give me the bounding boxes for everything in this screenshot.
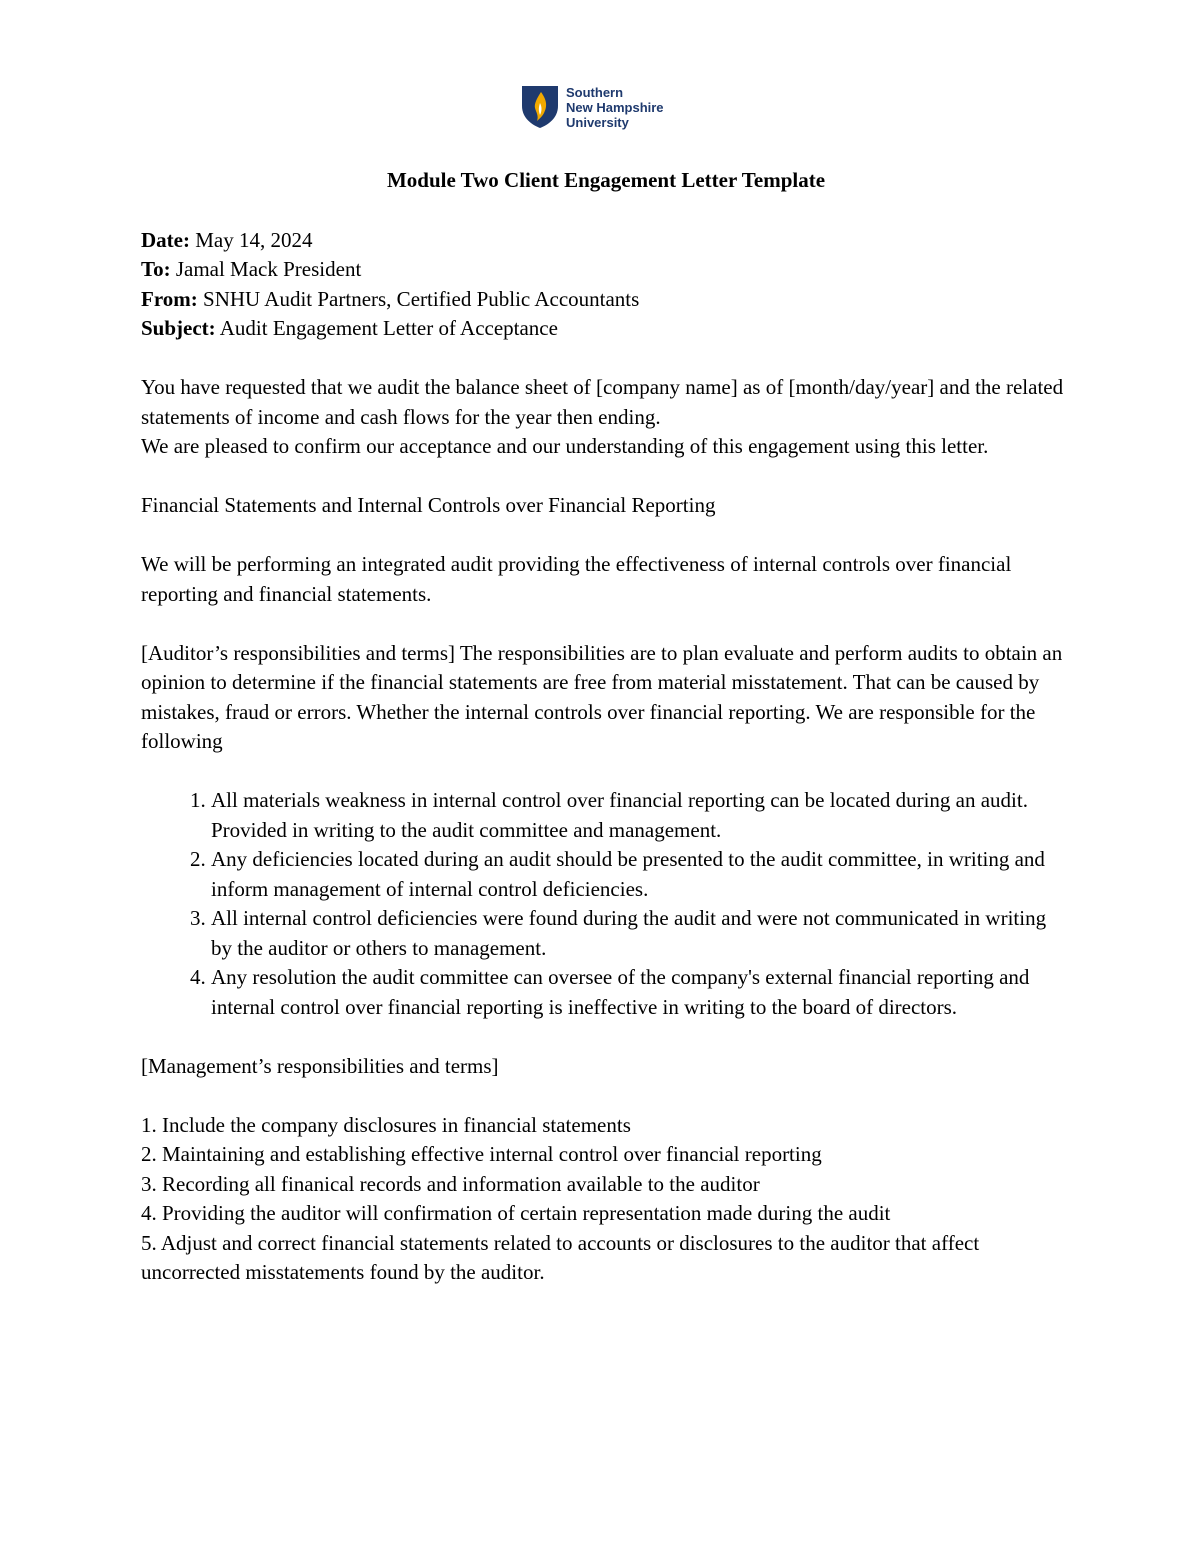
logo-line-2: New Hampshire: [566, 99, 664, 115]
shield-flame-icon: [520, 84, 560, 130]
list-item: 4. Providing the auditor will confirmation of certain representation made during the audit: [141, 1201, 891, 1225]
from-line: [141, 285, 1071, 315]
subject-label: Subject:: [141, 316, 216, 340]
management-responsibilities-list: [141, 1111, 1071, 1288]
document-title: Module Two Client Engagement Letter Template: [386, 168, 826, 192]
list-item: 2. Any deficiencies located during an audit should be presented to the audit committee, in writing and inform management of internal control deficiencies.: [211, 845, 1071, 904]
date-label: Date:: [141, 227, 190, 252]
date-line: [141, 226, 1071, 256]
date-value: May 14, 2024: [189, 227, 313, 252]
intro-paragraph: You have requested that we audit the balance sheet of [company name] as of [month/day/year] and the related statements of income and cash flows for the year then ending.: [141, 375, 1064, 429]
management-heading: [Management’s responsibilities and terms]: [141, 1053, 499, 1078]
acceptance-paragraph: We are pleased to confirm our acceptance and our understanding of this engagement using this letter.: [141, 434, 989, 458]
subject-value: Audit Engagement Letter of Acceptance: [215, 316, 558, 340]
university-logo: [520, 84, 664, 130]
university-name: [566, 85, 664, 130]
list-item: 2. Maintaining and establishing effective internal control over financial reporting: [141, 1142, 822, 1166]
to-label: To:: [141, 257, 171, 281]
section-heading: Financial Statements and Internal Controls over Financial Reporting: [141, 493, 716, 517]
logo-line-3: University: [566, 114, 629, 130]
letter-body: [141, 164, 1071, 1288]
to-value: Jamal Mack President: [170, 257, 362, 281]
from-label: From:: [141, 286, 198, 311]
to-line: [141, 255, 1071, 285]
list-item: 1. All materials weakness in internal control over financial reporting can be located during an audit. Provided in writing to the audit committee and management.: [211, 786, 1071, 845]
list-item: 4. Any resolution the audit committee can oversee of the company's external financial reporting and internal control over financial reporting is ineffective in writing to the board of directors.: [211, 963, 1071, 1022]
auditor-responsibilities-list: [141, 786, 1071, 1022]
from-value: SNHU Audit Partners, Certified Public Accountants: [197, 286, 640, 311]
list-item: 5. Adjust and correct financial statements related to accounts or disclosures to the auditor that affect uncorrected misstatements found by the auditor.: [141, 1230, 980, 1284]
integrated-audit-paragraph: We will be performing an integrated audit providing the effectiveness of internal controls over financial reporting and financial statements.: [141, 552, 1012, 606]
logo-line-1: Southern: [566, 84, 624, 100]
auditor-responsibilities-paragraph: [Auditor’s responsibilities and terms] The responsibilities are to plan evaluate and perform audits to obtain an opinion to determine if the financial statements are free from material misstatement. That can be caused by mistakes, fraud or errors. Whether the internal controls over financial reporting. We are responsible for the following: [141, 640, 1063, 753]
letter-header: [141, 226, 1071, 344]
list-item: 3. Recording all finanical records and information available to the auditor: [141, 1171, 760, 1196]
list-item: 1. Include the company disclosures in financial statements: [141, 1112, 631, 1137]
subject-line: [141, 314, 1071, 344]
list-item: 3. All internal control deficiencies were found during the audit and were not communicated in writing by the auditor or others to management.: [211, 904, 1071, 963]
